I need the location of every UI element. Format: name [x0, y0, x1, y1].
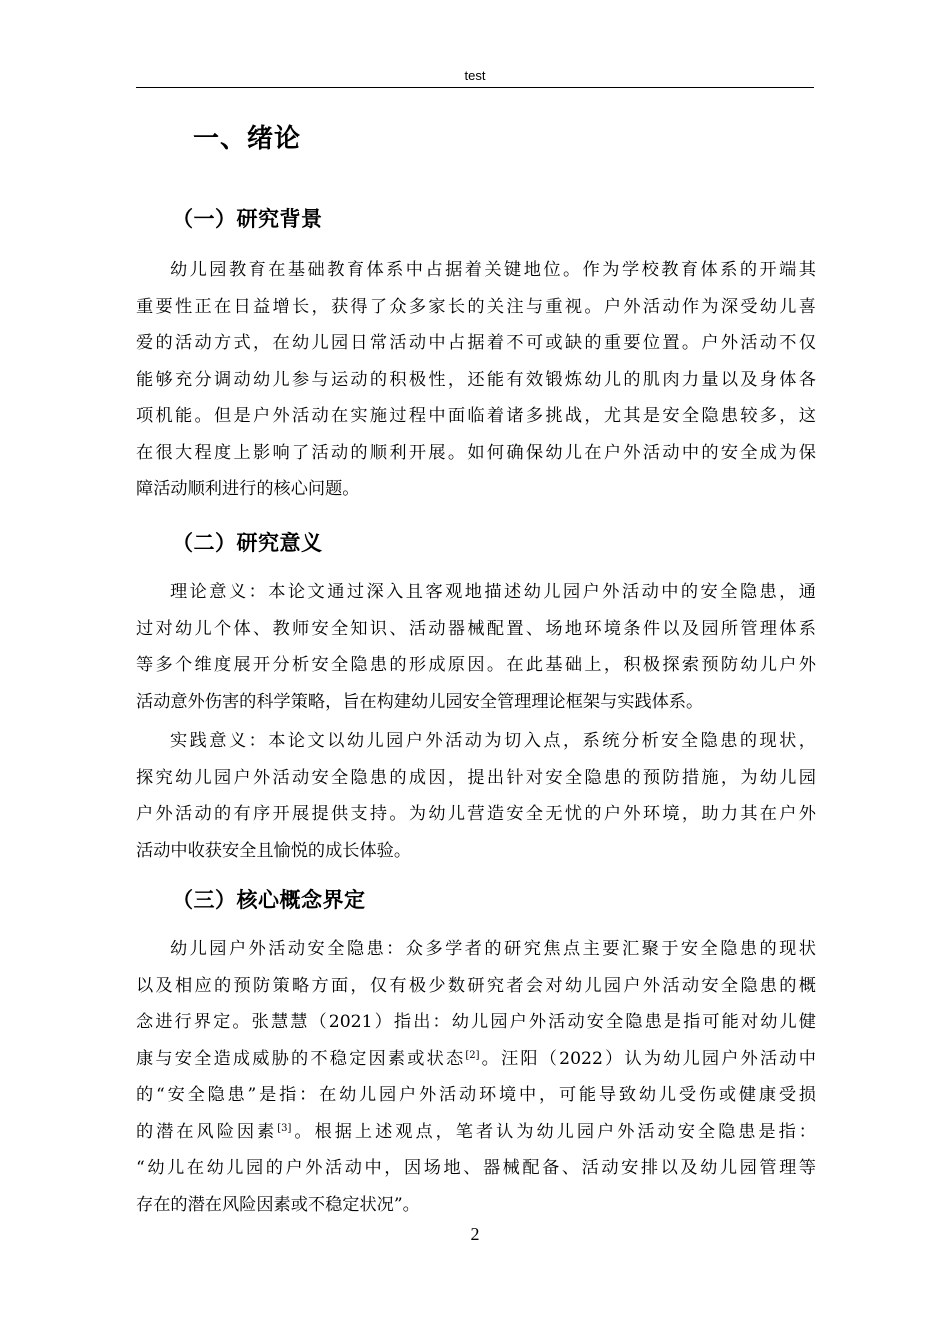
paragraph-line: 存在的潜在风险因素或不稳定状况”。: [136, 1194, 420, 1215]
paragraph-line: 项机能。但是户外活动在实施过程中面临着诸多挑战，尤其是安全隐患较多，这: [136, 406, 816, 426]
chapter-title: 一、绪论: [193, 124, 302, 154]
paragraph-line: 活动中收获安全且愉悦的成长体验。: [136, 840, 412, 861]
section-title-background: （一）研究背景: [172, 207, 323, 231]
header-rule: [136, 87, 814, 88]
section-title-significance: （二）研究意义: [172, 531, 323, 555]
paragraph-line: 等多个维度展开分析安全隐患的形成原因。在此基础上，积极探索预防幼儿户外: [136, 655, 816, 675]
paragraph-concept-definition: [136, 931, 816, 1223]
paragraph-line: 理论意义：本论文通过深入且客观地描述幼儿园户外活动中的安全隐患，通: [170, 582, 816, 602]
paragraph-background: [136, 252, 816, 508]
paragraph-line: 的“安全隐患”是指：在幼儿园户外活动环境中，可能导致幼儿受伤或健康受损: [136, 1085, 816, 1105]
paragraph-line: 活动意外伤害的科学策略，旨在构建幼儿园安全管理理论框架与实践体系。: [136, 691, 704, 712]
paragraph-line: 探究幼儿园户外活动安全隐患的成因，提出针对安全隐患的预防措施，为幼儿园: [136, 767, 816, 788]
paragraph-line-with-citation: [136, 1114, 816, 1151]
paragraph-line: 能够充分调动幼儿参与运动的积极性，还能有效锻炼幼儿的肌肉力量以及身体各: [136, 369, 816, 390]
line-text: 的潜在风险因素: [136, 1121, 278, 1142]
paragraph-line: 户外活动的有序开展提供支持。为幼儿营造安全无忧的户外环境，助力其在户外: [136, 804, 816, 824]
line-text: 康与安全造成威胁的不稳定因素或状态: [136, 1048, 466, 1069]
paragraph-line: 幼儿园户外活动安全隐患：众多学者的研究焦点主要汇聚于安全隐患的现状: [170, 939, 816, 959]
paragraph-practical-significance: [136, 723, 816, 869]
paragraph-line: 念进行界定。张慧慧（2021）指出：幼儿园户外活动安全隐患是指可能对幼儿健: [136, 1012, 816, 1032]
section-title-concepts: （三）核心概念界定: [172, 888, 366, 912]
running-header: test: [464, 68, 486, 83]
paragraph-line: 重要性正在日益增长，获得了众多家长的关注与重视。户外活动作为深受幼儿喜: [136, 296, 816, 317]
paragraph-line: 以及相应的预防策略方面，仅有极少数研究者会对幼儿园户外活动安全隐患的概: [136, 975, 816, 996]
citation-ref[interactable]: [2]: [465, 1049, 480, 1061]
paragraph-line-with-citation: [136, 1041, 816, 1078]
line-text: 。根据上述观点，笔者认为幼儿园户外活动安全隐患是指：: [291, 1121, 816, 1142]
paragraph-line: 幼儿园教育在基础教育体系中占据着关键地位。作为学校教育体系的开端其: [170, 260, 816, 280]
paragraph-line: 障活动顺利进行的核心问题。: [136, 479, 360, 499]
citation-ref[interactable]: [3]: [277, 1122, 292, 1134]
paragraph-line: 在很大程度上影响了活动的顺利开展。如何确保幼儿在户外活动中的安全成为保: [136, 442, 816, 463]
paragraph-line: “幼儿在幼儿园的户外活动中，因场地、器械配备、活动安排以及幼儿园管理等: [136, 1158, 816, 1178]
paragraph-theoretical-significance: [136, 574, 816, 720]
paragraph-line: 爱的活动方式，在幼儿园日常活动中占据着不可或缺的重要位置。户外活动不仅: [136, 333, 816, 353]
paragraph-line: 过对幼儿个体、教师安全知识、活动器械配置、场地环境条件以及园所管理体系: [136, 618, 816, 639]
line-text: 。汪阳（2022）认为幼儿园户外活动中: [479, 1048, 816, 1069]
paragraph-line: 实践意义：本论文以幼儿园户外活动为切入点，系统分析安全隐患的现状，: [170, 731, 816, 751]
page-number: 2: [470, 1224, 480, 1244]
